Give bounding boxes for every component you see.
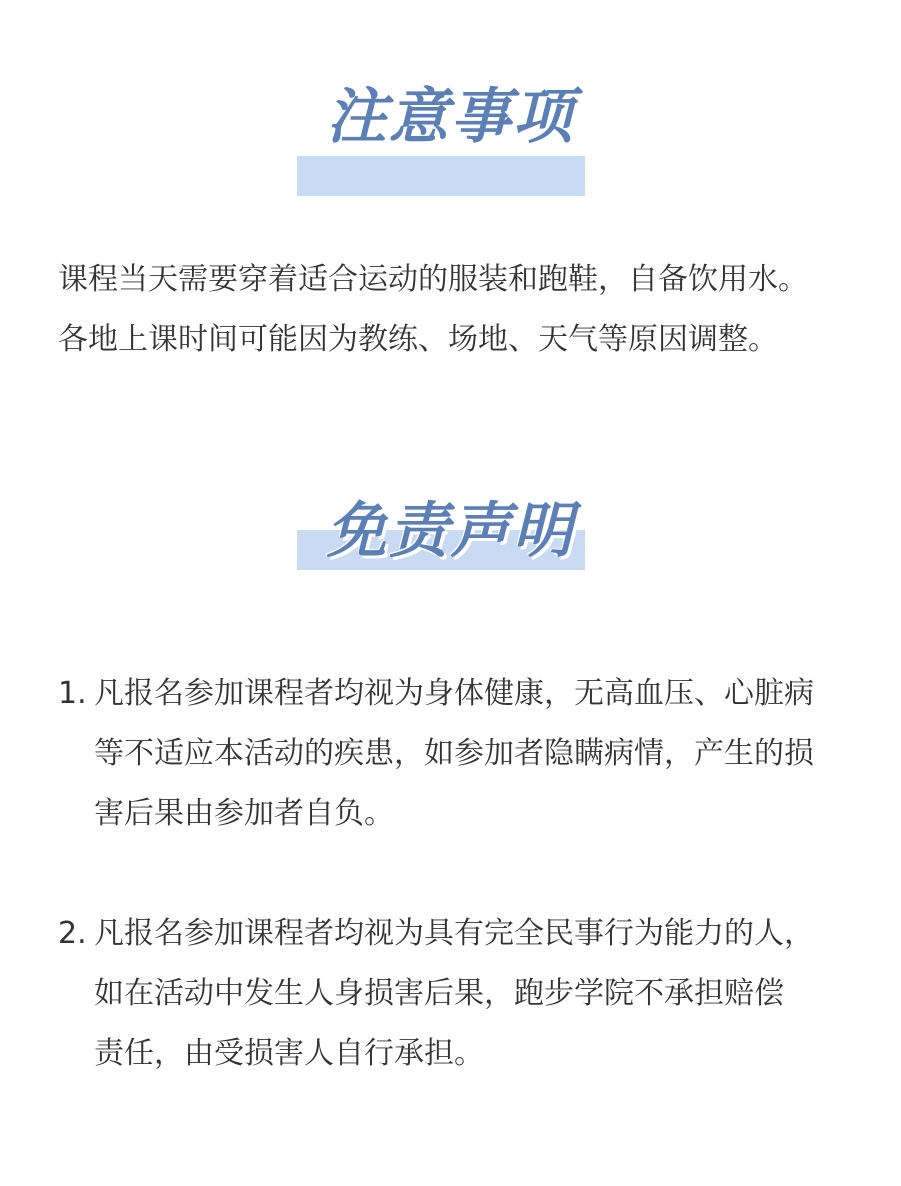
notice-heading-highlight (297, 156, 585, 196)
notice-title: 注意事项 (326, 82, 575, 152)
notice-line-1: 课程当天需要穿着适合运动的服装和跑鞋，自备饮用水。 (58, 262, 808, 297)
disclaimer-item-2-line-2: 如在活动中发生人身损害后果，跑步学院不承担赔偿 (94, 976, 784, 1011)
disclaimer-item-1-line-1: 凡报名参加课程者均视为身体健康，无高血压、心脏病 (94, 676, 814, 711)
disclaimer-item-1-line-3: 害后果由参加者自负。 (94, 796, 394, 831)
disclaimer-item-1-line-2: 等不适应本活动的疾患，如参加者隐瞒病情，产生的损 (94, 736, 814, 771)
notice-line-2: 各地上课时间可能因为教练、场地、天气等原因调整。 (58, 322, 778, 357)
disclaimer-item-2-number: 2. (58, 916, 87, 951)
disclaimer-title: 免责声明 (326, 496, 575, 566)
disclaimer-heading (0, 492, 901, 582)
notice-heading (0, 78, 901, 168)
disclaimer-item-2-line-1: 凡报名参加课程者均视为具有完全民事行为能力的人， (94, 916, 814, 951)
disclaimer-item-2-line-3: 责任，由受损害人自行承担。 (94, 1036, 484, 1071)
disclaimer-item-1-number: 1. (58, 676, 87, 711)
